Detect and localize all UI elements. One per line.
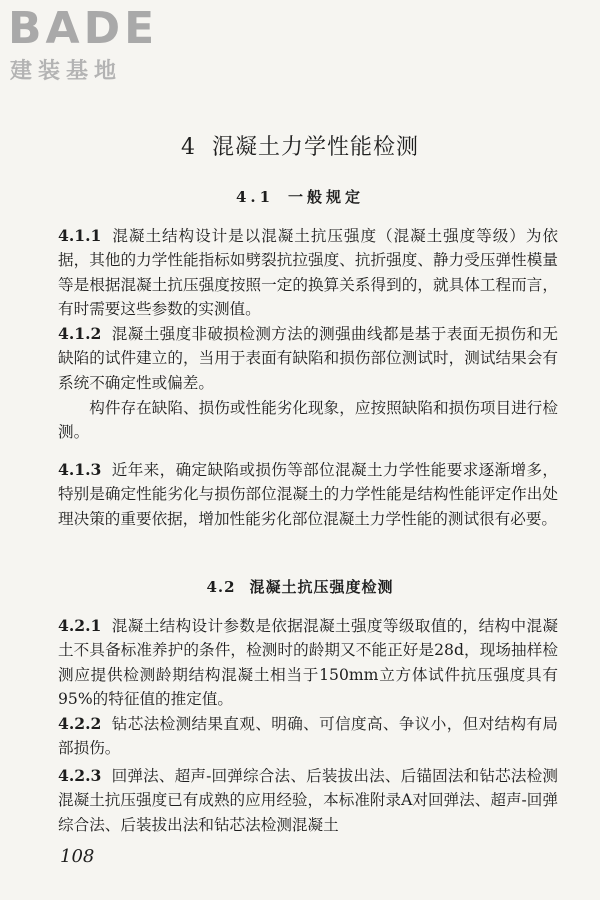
section-title-text: 混凝土抗压强度检测 [249, 578, 394, 596]
watermark-logo [8, 4, 158, 85]
clause-4-2-3 [58, 764, 558, 837]
clause-text: 钻芯法检测结果直观、明确、可信度高、争议小，但对结构有局部损伤。 [58, 715, 558, 758]
clause-text: 近年来，确定缺陷或损伤等部位混凝土力学性能要求逐渐增多，特别是确定性能劣化与损伤部位混凝土的力学性能是结构性能评定作出处理决策的重要依据，增加性能劣化部位混凝土力学性能的测试很有必要。 [58, 461, 558, 528]
clause-text: 混凝土结构设计是以混凝土抗压强度（混凝土强度等级）为依据，其他的力学性能指标如劈裂抗拉强度、抗折强度、静力受压弹性模量等是根据混凝土抗压强度按照一定的换算关系得到的，就具体工程而言，有时需要这些参数的实测值。 [58, 227, 558, 319]
section-title-4-1 [0, 186, 600, 207]
section-number: 4.2 [206, 578, 236, 596]
watermark-latin: BADE [8, 3, 159, 54]
chapter-title [0, 130, 600, 161]
section-title-4-2 [0, 576, 600, 597]
page-number: 108 [60, 846, 95, 867]
clause-number: 4.2.1 [58, 616, 102, 635]
clause-4-1-1 [58, 224, 558, 322]
chapter-number: 4 [180, 135, 196, 160]
section-number: 4.1 [235, 188, 275, 206]
clause-4-1-2 [58, 322, 558, 395]
clause-4-2-2 [58, 712, 558, 761]
clause-continuation-text: 构件存在缺陷、损伤或性能劣化现象，应按照缺陷和损伤项目进行检测。 [58, 399, 558, 442]
clause-4-1-3 [58, 458, 558, 531]
clause-number: 4.1.3 [58, 460, 102, 479]
section-title-text: 一般规定 [288, 188, 365, 206]
clause-text: 回弹法、超声-回弹综合法、后装拔出法、后锚固法和钻芯法检测混凝土抗压强度已有成熟的应用经验，本标准附录A对回弹法、超声-回弹综合法、后装拔出法和钻芯法检测混凝土 [58, 767, 558, 834]
clause-text: 混凝土结构设计参数是依据混凝土强度等级取值的，结构中混凝土不具备标准养护的条件，检测时的龄期又不能正好是28d，现场抽样检测应提供检测龄期结构混凝土相当于150mm立方体试件抗压强度具有95%的特征值的推定值。 [58, 617, 558, 709]
clause-text: 混凝土强度非破损检测方法的测强曲线都是基于表面无损伤和无缺陷的试件建立的，当用于表面有缺陷和损伤部位测试时，测试结果会有系统不确定性或偏差。 [58, 325, 558, 392]
watermark-chinese: 建装基地 [10, 59, 123, 84]
clause-number: 4.1.1 [58, 226, 102, 245]
clause-number: 4.2.2 [58, 714, 102, 733]
clause-4-1-2-continuation [58, 396, 558, 445]
clause-4-2-1 [58, 614, 558, 712]
chapter-title-text: 混凝土力学性能检测 [211, 135, 419, 160]
clause-number: 4.1.2 [58, 324, 102, 343]
clause-number: 4.2.3 [58, 766, 102, 785]
